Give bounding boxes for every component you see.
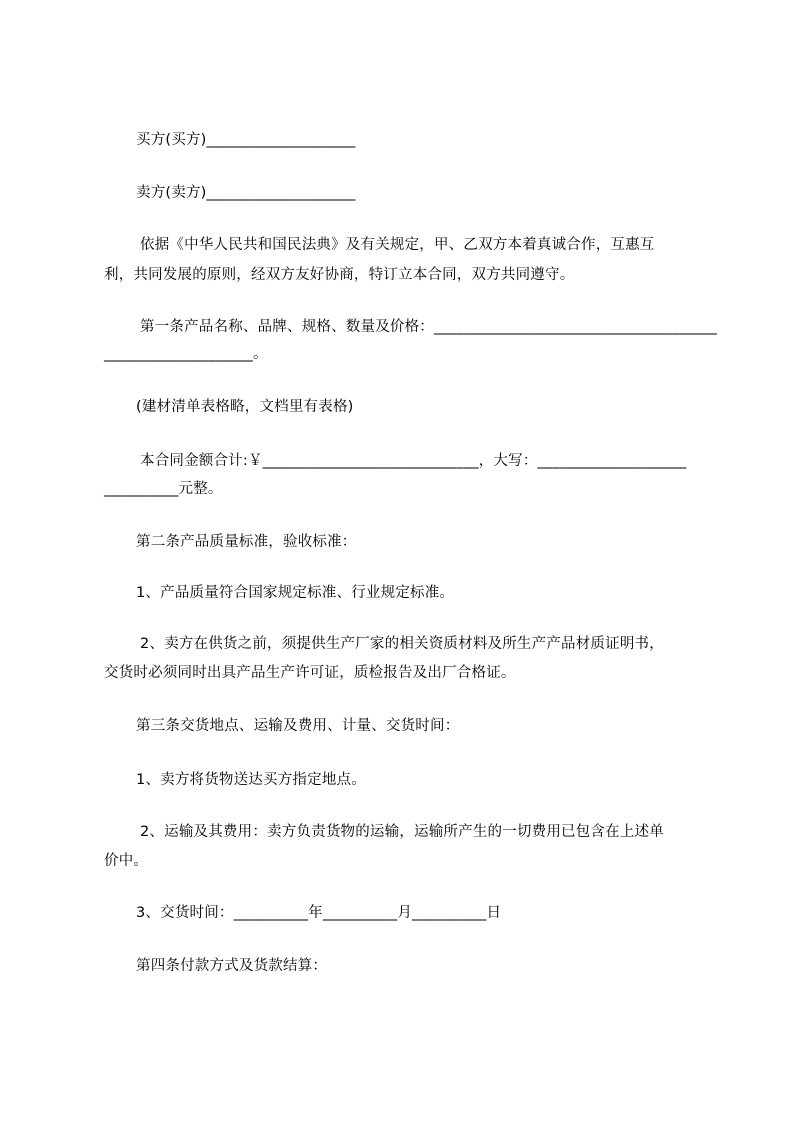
intro-line-1: 依据《中华人民共和国民法典》及有关规定，甲、乙双方本着真诚合作，互惠互 (140, 237, 655, 253)
article3-item-2-line-1: 2、运输及其费用：卖方负责货物的运输，运输所产生的一切费用已包含在上述单 (140, 824, 664, 840)
article1-line-2: ____________________。 (104, 346, 268, 362)
buyer-line: 买方(买方)____________________ (136, 132, 356, 148)
article2-title: 第二条产品质量标准，验收标准： (136, 534, 357, 550)
article3-item-2-line-2: 价中。 (104, 853, 149, 869)
amount-line-2: __________元整。 (104, 481, 223, 497)
article2-item-2-line-2: 交货时必须同时出具产品生产许可证，质检报告及出厂合格证。 (104, 665, 516, 681)
intro-line-2: 利，共同发展的原则，经双方友好协商，特订立本合同，双方共同遵守。 (104, 267, 575, 283)
article2-item-1: 1、产品质量符合国家规定标准、行业规定标准。 (136, 585, 455, 601)
article3-item-3: 3、交货时间：__________年__________月__________日 (136, 905, 502, 921)
article4-title: 第四条付款方式及货款结算： (136, 958, 328, 974)
article3-item-1: 1、卖方将货物送达买方指定地点。 (136, 772, 366, 788)
amount-line-1: 本合同金额合计:￥_____________________________，大写：____________________ (140, 453, 687, 469)
article1-line-1: 第一条产品名称、品牌、规格、数量及价格：______________________________________ (140, 319, 718, 335)
article3-title: 第三条交货地点、运输及费用、计量、交货时间： (136, 718, 460, 734)
seller-line: 卖方(卖方)____________________ (136, 185, 356, 201)
article2-item-2-line-1: 2、卖方在供货之前，须提供生产厂家的相关资质材料及所生产产品材质证明书， (140, 636, 664, 652)
materials-note: (建材清单表格略，文档里有表格) (136, 399, 354, 415)
